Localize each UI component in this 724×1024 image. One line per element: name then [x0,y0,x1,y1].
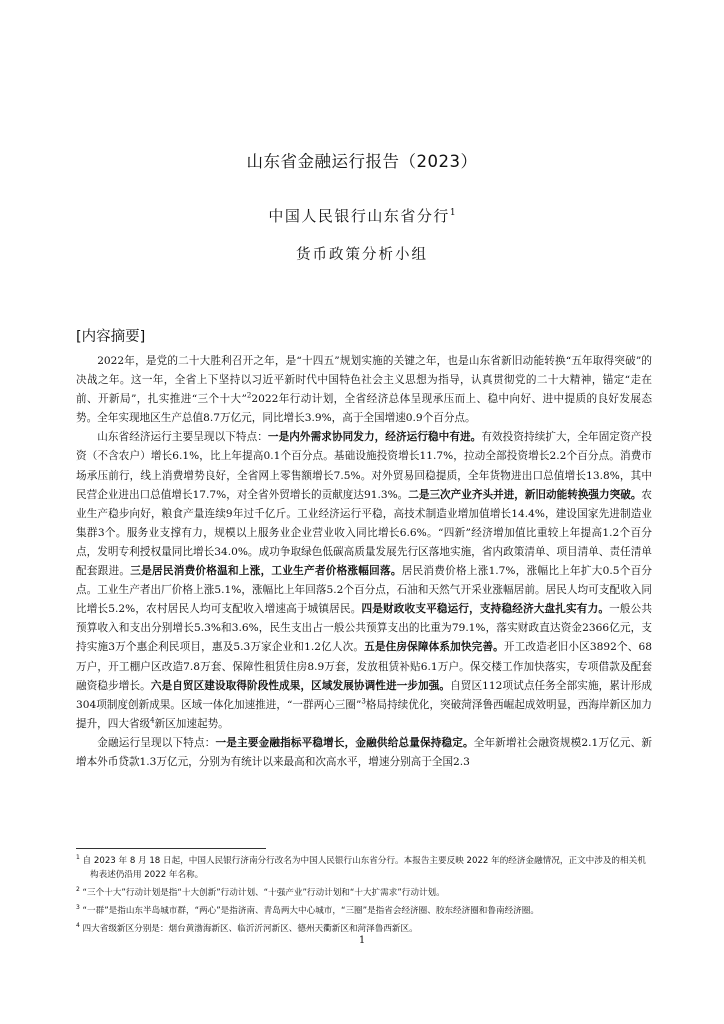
key-point-text: 五是住房保障体系加快完善。 [364,641,504,654]
footnote-ref[interactable]: 3 [361,697,366,706]
footnote-number: 2 [76,885,80,893]
report-title: 山东省金融运行报告（2023） [246,152,478,171]
abstract-paragraph [76,352,652,428]
paragraph-text: 2022年，是党的二十大胜利召开之年，是“十四五”规划实施的关键之年，也是山东省新旧动能转换“五年取得突破”的决战之年。这一年，全省上下坚持以习近平新时代中国特色社会主义思想为指导，认真贯彻党的二十大精神，锚定“走在前、开新局”，扎实推进“三个十大” [76,355,652,406]
paragraph-text: 格局持续优化，突破菏泽鲁西崛起成效明显，西海岸新区加力提升，四大省级 [76,698,652,730]
key-point-text: 一是主要金融指标平稳增长，金融供给总量保持稳定。 [215,736,474,749]
paragraph-text: 一般公共预算收入和支出分别增长5.3%和3.6%，民生支出占一般公共预算支出的比重为79.1%，落实财政直达资金2366亿元，支持实施3万个惠企利民项目，惠及5.3万家企业和1.2亿人次。 [76,603,653,654]
paragraph-text: 自贸区112项试点任务全部实施，累计形成304项制度创新成果。区域一体化加速推进，“一群两心三圈” [76,679,653,711]
page-number: 1 [358,935,366,946]
key-point-text: 四是财政收支平稳运行，支持稳经济大盘扎实有力。 [361,603,610,616]
organization-name: 中国人民银行山东省分行 [268,207,450,225]
footnote-divider [76,848,266,849]
footnote-ref[interactable]: 2 [246,391,252,400]
paragraph-text: 新区加速起势。 [154,717,229,730]
footnote-ref[interactable]: 4 [150,716,155,725]
footnote-number: 4 [76,921,80,929]
paragraph-text: 全年新增社会融资规模2.1万亿元、新增本外币贷款1.3万亿元，分别为有统计以来最高和次高水平，增速分别高于全国2.3 [76,736,652,768]
abstract-body [76,352,652,772]
abstract-heading: [内容摘要] [76,329,146,345]
footnote-text: 四大省级新区分别是：烟台黄渤海新区、临沂沂河新区、德州天衢新区和菏泽鲁西新区。 [79,923,418,934]
footnote-text: 自 2023 年 8 月 18 日起，中国人民银行济南分行改名为中国人民银行山东省分行。本报告主要反映 2022 年的经济金融情况，正文中涉及的相关机构表述仍沿用 2022 年名称。 [79,855,646,880]
footnote-item [76,919,652,936]
paragraph-text: 居民消费价格上涨1.7%，涨幅比上年扩大0.5个百分点。工业生产者出厂价格上涨5.1%，涨幅比上年回落5.2个百分点，石油和天然气开采业涨幅居前。居民人均可支配收入同比增长5.2%，农村居民人均可支配收入增速高于城镇居民。 [76,565,653,616]
paragraph-text: 2022年行动计划，全省经济总体呈现承压而上、稳中向好、进中提质的良好发展态势。全年实现地区生产总值8.7万亿元，同比增长3.9%，高于全国增速0.9个百分点。 [76,393,652,425]
footnote-item [76,851,652,882]
key-point-text: 三是居民消费价格温和上涨，工业生产者价格涨幅回落。 [130,565,402,578]
footnote-text: “一群”是指山东半岛城市群，“两心”是指济南、青岛两大中心城市，“三圈”是指省会经济圈、胶东经济圈和鲁南经济圈。 [79,905,539,916]
paragraph-text: 农业生产稳步向好，粮食产量连续9年过千亿斤。工业经济运行平稳，高技术制造业增加值增长14.4%，建设国家先进制造业集群3个。服务业支撑有力，规模以上服务业企业营业收入同比增长6.6%。“四新”经济增加值比重较上年提高1.2个百分点，发明专利授权量同比增长34.0%。成功争取绿色低碳高质量发展先行区落地实施，省内政策清单、项目清单、责任清单配套跟进。 [76,488,653,578]
paragraph-text: 金融运行呈现以下特点： [97,736,216,749]
footnote-item [76,883,652,900]
footnote-number: 1 [76,854,80,861]
abstract-paragraph [76,734,652,772]
paragraph-text: 山东省经济运行主要呈现以下特点： [97,431,268,444]
key-point-text: 一是内外需求协同发力，经济运行稳中有进。 [267,431,482,444]
footnote-number: 3 [76,903,80,911]
footnotes [76,851,652,936]
paragraph-text: 开工改造老旧小区3892个、68万户，开工棚户区改造7.8万套、保障性租赁住房8.9万套，发放租赁补贴6.1万户。保交楼工作加快落实，专项借款及配套融资稳步增长。 [76,641,652,692]
footnote-text: “三个十大”行动计划是指“十大创新”行动计划、“十强产业”行动计划和“十大扩需求”行动计划。 [79,887,445,898]
key-point-text: 六是自贸区建设取得阶段性成果，区域发展协调性进一步加强。 [150,679,451,692]
footnote-ref[interactable]: 1 [449,208,456,218]
paragraph-text: 有效投资持续扩大，全年固定资产投资（不含农户）增长6.1%，比上年提高0.1个百分点。基础设施投资增长11.7%，拉动全部投资增长2.2个百分点。消费市场承压前行，线上消费增势良好，全省网上零售额增长7.5%。对外贸易回稳提质，全年货物进出口总值增长13.8%，其中民营企业进出口总值增长17.7%，对全省外贸增长的贡献度达91.3%。 [76,431,653,501]
author-organization [0,205,724,226]
author-group: 货币政策分析小组 [296,247,428,263]
key-point-text: 二是三次产业齐头并进，新旧动能转换强力突破。 [408,488,642,501]
abstract-paragraph [76,428,652,734]
footnote-item [76,901,652,918]
